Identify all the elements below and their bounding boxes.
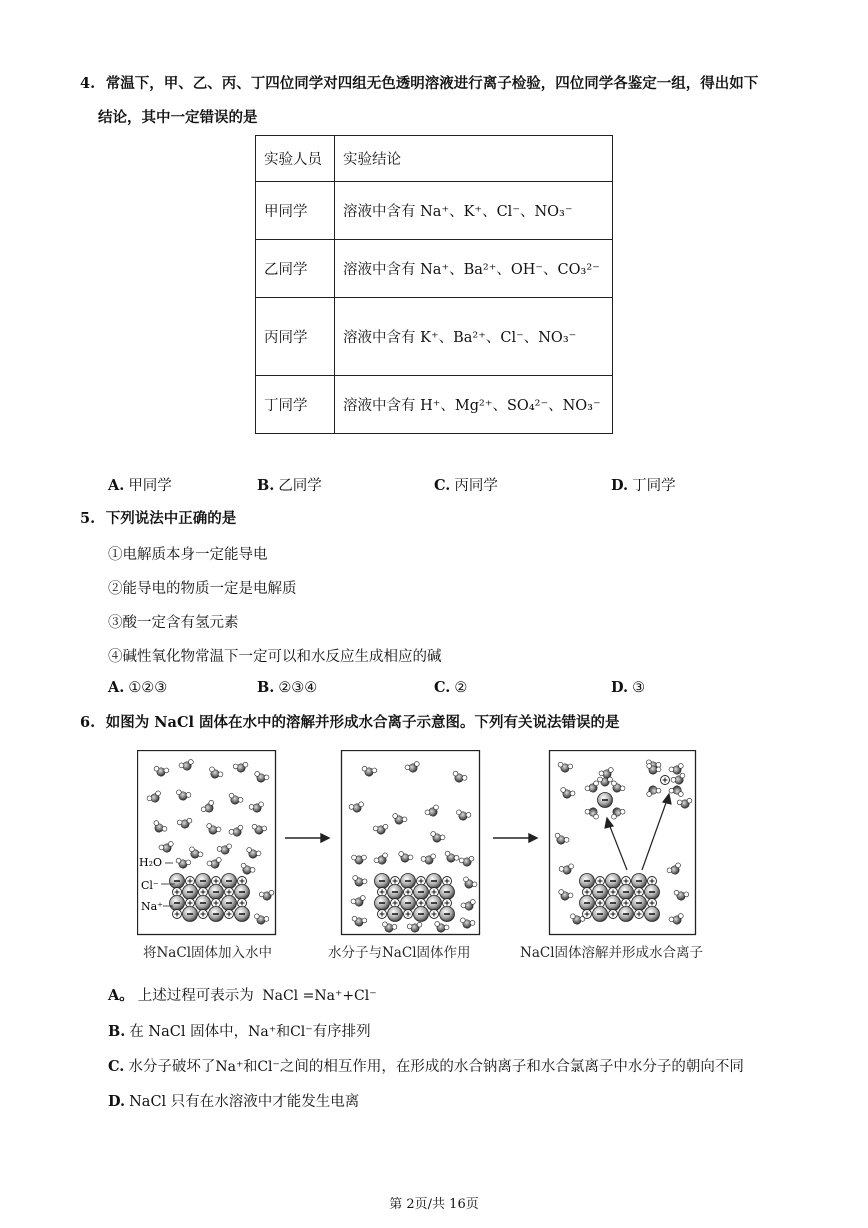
table-header-row (256, 136, 613, 182)
q4-stem-line2: 结论，其中一定错误的是 (98, 109, 258, 126)
q6-option-c[interactable]: C. 水分子破坏了Na⁺和Cl⁻之间的相互作用，在形成的水合钠离子和水合氯离子中水分子的朝向不同 (108, 1058, 744, 1075)
q5-option-c[interactable]: C. ② (434, 679, 468, 696)
sodium-ion (199, 910, 208, 919)
water-molecule (677, 798, 693, 810)
q5-number: 5. (80, 510, 96, 527)
chloride-ion (235, 907, 250, 922)
caption-panel-2: 水分子与NaCl固体作用 (328, 945, 471, 961)
water-molecule (459, 856, 475, 868)
chloride-ion (606, 874, 621, 889)
water-molecule (451, 770, 468, 785)
page-footer: 第 2页/共 16页 (389, 1197, 479, 1212)
chloride-ion (388, 885, 403, 900)
water-molecule (373, 852, 390, 867)
q4-option-a[interactable]: A. 甲同学 (108, 477, 172, 494)
water-molecule (217, 843, 234, 856)
water-molecule (668, 913, 685, 927)
water-molecule (251, 824, 267, 836)
chloride-ion (401, 896, 416, 911)
water-molecule (153, 766, 169, 778)
water-molecule (443, 850, 460, 865)
q6-option-b[interactable]: B. 在 NaCl 固体中，Na⁺和Cl⁻有序排列 (108, 1023, 371, 1040)
row-conclusion: 溶液中含有 Na⁺、K⁺、Cl⁻、NO₃⁻ (335, 182, 613, 240)
water-molecule (350, 895, 367, 909)
chloride-ion (222, 896, 237, 911)
nacl-dissolution-diagram (137, 750, 697, 960)
table-row (256, 240, 613, 298)
caption-panel-3: NaCl固体溶解并形成水合离子 (520, 945, 704, 961)
water-molecule (351, 916, 367, 928)
water-molecule (459, 917, 476, 930)
row-person: 甲同学 (256, 182, 335, 240)
table-row (256, 376, 613, 434)
water-molecule (391, 813, 408, 827)
chloride-ion (401, 874, 416, 889)
water-molecule (557, 762, 573, 774)
q4-number: 4. (80, 75, 96, 92)
water-molecule (146, 790, 163, 805)
water-molecule (206, 766, 223, 781)
chloride-ion (593, 907, 608, 922)
chloride-ion (440, 907, 455, 922)
chloride-ion (427, 874, 442, 889)
water-molecule (668, 784, 685, 798)
row-person: 乙同学 (256, 240, 335, 298)
water-molecule (253, 771, 270, 785)
chloride-ion (580, 874, 595, 889)
hydrated-ions-panel-3 (584, 763, 685, 820)
water-molecule (200, 799, 217, 815)
chloride-ion (183, 885, 198, 900)
water-molecule (361, 766, 377, 778)
chloride-ion (209, 885, 224, 900)
water-molecule (239, 862, 256, 877)
chloride-ion (388, 907, 403, 922)
chloride-ion (580, 896, 595, 911)
water-molecule (206, 857, 223, 871)
q4-results-table (255, 135, 613, 434)
nacl-lattice-panel-2 (375, 874, 455, 922)
chloride-ion (196, 896, 211, 911)
water-molecule (233, 762, 249, 774)
sodium-ion (583, 910, 592, 919)
nacl-lattice-panel-3 (580, 874, 660, 922)
water-molecule (455, 809, 472, 822)
water-molecule (598, 777, 613, 786)
water-molecule (381, 921, 398, 934)
q5-statement: ③酸一定含有氢元素 (108, 615, 239, 631)
table-row (256, 298, 613, 376)
water-molecule (559, 787, 576, 801)
chloride-ion (593, 885, 608, 900)
sodium-ion (661, 776, 670, 785)
chloride-ion (632, 896, 647, 911)
arrow-icon (285, 834, 537, 842)
water-molecule (373, 824, 389, 836)
chloride-ion (606, 896, 621, 911)
water-molecule (424, 804, 441, 819)
water-molecule (228, 824, 245, 839)
water-molecule (227, 792, 244, 807)
q5-stem (80, 509, 236, 529)
label-h2o: H₂O (139, 856, 163, 869)
chloride-ion (598, 793, 613, 808)
water-molecule (460, 876, 477, 891)
chloride-ion (619, 885, 634, 900)
water-molecule (259, 890, 275, 902)
water-molecule (151, 820, 168, 836)
chloride-ion (209, 907, 224, 922)
q4-option-b[interactable]: B. 乙同学 (257, 477, 322, 494)
sodium-ion (430, 910, 439, 919)
q5-option-d[interactable]: D. ③ (611, 679, 646, 696)
chloride-ion (645, 907, 660, 922)
water-molecule (175, 858, 191, 870)
chloride-ion (632, 874, 647, 889)
sodium-ion (635, 910, 644, 919)
q4-stem-line1 (80, 74, 758, 94)
caption-panel-1: 将NaCl固体加入水中 (143, 945, 273, 961)
water-molecule (670, 772, 687, 787)
chloride-ion (222, 874, 237, 889)
row-person: 丁同学 (256, 376, 335, 434)
water-molecule (584, 805, 601, 820)
water-molecule (249, 801, 266, 814)
water-molecule (177, 818, 193, 830)
water-molecule (407, 922, 423, 934)
q5-stem-text: 下列说法中正确的是 (105, 510, 237, 527)
q6-option-a[interactable]: A。 上述过程可表示为 NaCl =Na⁺+Cl⁻ (108, 987, 377, 1004)
water-molecule (175, 789, 192, 802)
q6-stem-text: 如图为 NaCl 固体在水中的溶解并形成水合离子示意图。下列有关说法错误的是 (105, 714, 620, 731)
water-molecule (559, 863, 576, 876)
row-person: 丙同学 (256, 298, 335, 376)
chloride-ion (440, 885, 455, 900)
water-molecule (460, 899, 477, 913)
sodium-ion (378, 910, 387, 919)
water-molecule (205, 823, 222, 837)
water-molecule (178, 759, 195, 773)
dissolve-arrows (605, 794, 671, 870)
row-conclusion: 溶液中含有 H⁺、Mg²⁺、SO₄²⁻、NO₃⁻ (335, 376, 613, 434)
water-molecule (608, 780, 625, 795)
water-molecule (557, 889, 574, 903)
water-molecule (673, 890, 689, 902)
q5-statement: ④碱性氧化物常温下一定可以和水反应生成相应的碱 (108, 649, 442, 665)
nacl-lattice-panel-1 (170, 874, 250, 922)
table-row (256, 182, 613, 240)
sodium-ion (404, 910, 413, 919)
row-conclusion: 溶液中含有 Na⁺、Ba²⁺、OH⁻、CO₃²⁻ (335, 240, 613, 298)
label-cl: Cl⁻ (141, 879, 159, 892)
chloride-ion (375, 896, 390, 911)
q5-option-b[interactable]: B. ②③④ (257, 679, 318, 696)
row-conclusion: 溶液中含有 K⁺、Ba²⁺、Cl⁻、NO₃⁻ (335, 298, 613, 376)
chloride-ion (196, 874, 211, 889)
water-molecule (186, 846, 203, 861)
water-molecule (397, 851, 414, 865)
q4-option-d[interactable]: D. 丁同学 (611, 477, 676, 494)
water-molecule (666, 862, 683, 877)
q4-stem-text1: 常温下，甲、乙、丙、丁四位同学对四组无色透明溶液进行离子检验，四位同学各鉴定一组，得出如下 (105, 75, 759, 92)
q5-statement: ②能导电的物质一定是电解质 (108, 581, 297, 597)
header-person: 实验人员 (256, 136, 335, 182)
water-molecule (351, 875, 368, 889)
chloride-ion (170, 896, 185, 911)
header-conclusion: 实验结论 (335, 136, 613, 182)
label-na: Na⁺ (141, 900, 163, 913)
chloride-ion (414, 907, 429, 922)
water-molecule (645, 784, 662, 798)
chloride-ion (375, 874, 390, 889)
chloride-ion (170, 874, 185, 889)
q5-option-a[interactable]: A. ①②③ (108, 679, 168, 696)
chloride-ion (183, 907, 198, 922)
chloride-ion (645, 885, 660, 900)
chloride-ion (427, 896, 442, 911)
water-molecule (608, 805, 625, 820)
q5-statement: ①电解质本身一定能导电 (108, 547, 268, 563)
water-molecule (158, 841, 175, 855)
water-molecule (584, 780, 601, 795)
water-molecule (352, 855, 367, 864)
water-molecule (553, 832, 570, 847)
water-molecule (429, 831, 446, 845)
q6-option-d[interactable]: D. NaCl 只有在水溶液中才能发生电离 (108, 1093, 360, 1110)
water-molecule (253, 913, 270, 926)
sodium-ion (173, 910, 182, 919)
sodium-ion (225, 910, 234, 919)
water-molecule (349, 801, 366, 814)
chloride-ion (414, 885, 429, 900)
water-molecule (421, 853, 438, 866)
chloride-ion (235, 885, 250, 900)
water-molecule (245, 847, 262, 861)
water-molecule (404, 761, 421, 775)
q6-number: 6. (80, 714, 96, 731)
q4-option-c[interactable]: C. 丙同学 (434, 477, 498, 494)
q6-stem (80, 713, 620, 733)
water-molecule (433, 921, 450, 935)
chloride-ion (619, 907, 634, 922)
sodium-ion (609, 910, 618, 919)
